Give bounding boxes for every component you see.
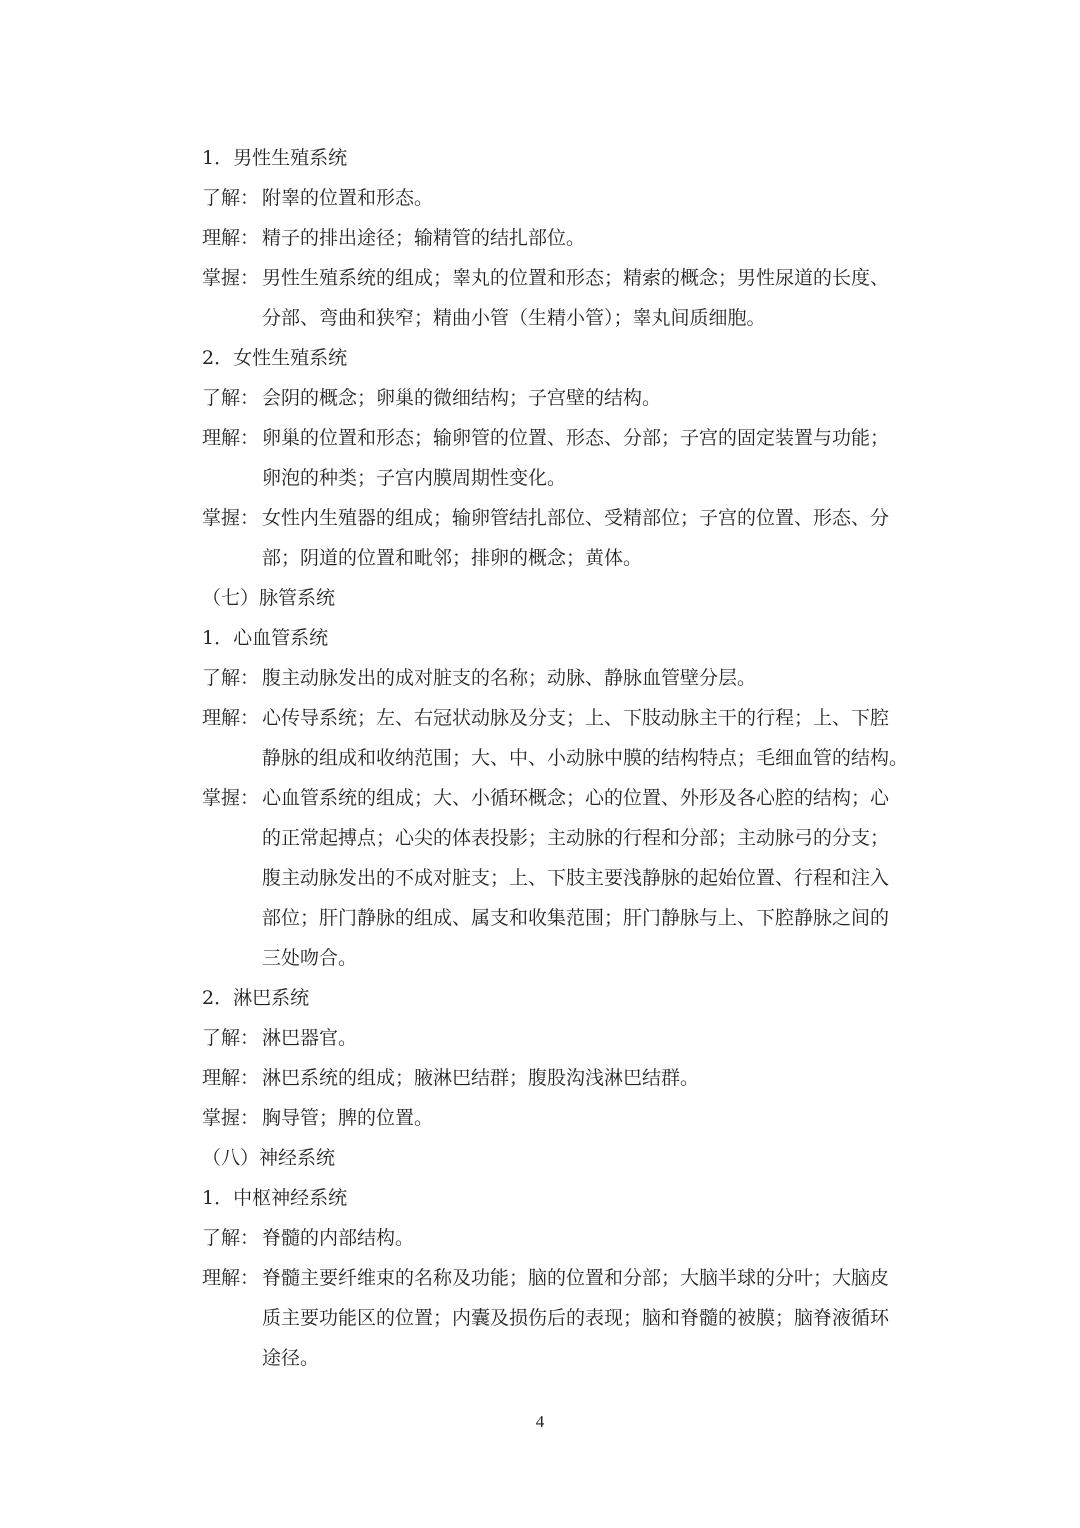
requirement-entry (202, 178, 922, 218)
entry-label: 掌握： (202, 507, 260, 529)
section-heading: 2．淋巴系统 (202, 987, 310, 1009)
entry-text: 女性内生殖器的组成；输卵管结扎部位、受精部位；子宫的位置、形态、分 (262, 507, 890, 529)
requirement-entry (202, 658, 922, 698)
entry-label: 掌握： (202, 787, 260, 809)
entry-text: 男性生殖系统的组成；睾丸的位置和形态；精索的概念；男性尿道的长度、 (262, 267, 890, 289)
entry-text-continued: 部；阴道的位置和毗邻；排卵的概念；黄体。 (262, 547, 643, 569)
entry-text-continued: 质主要功能区的位置；内囊及损伤后的表现；脑和脊髓的被膜；脑脊液循环 (262, 1307, 890, 1329)
requirement-entry (202, 258, 922, 338)
requirement-entry (202, 778, 922, 978)
entry-text: 淋巴器官。 (262, 1027, 358, 1049)
entry-text-continued: 的正常起搏点；心尖的体表投影；主动脉的行程和分部；主动脉弓的分支； (262, 827, 890, 849)
entry-label: 理解： (202, 707, 260, 729)
requirement-entry (202, 1218, 922, 1258)
section-heading: （七）脉管系统 (202, 587, 336, 609)
entry-text-continued: 静脉的组成和收纳范围；大、中、小动脉中膜的结构特点；毛细血管的结构。 (262, 747, 909, 769)
requirement-entry (202, 698, 922, 778)
entry-label: 理解： (202, 1267, 260, 1289)
requirement-entry (202, 1258, 922, 1378)
entry-text: 心血管系统的组成；大、小循环概念；心的位置、外形及各心腔的结构；心 (262, 787, 890, 809)
entry-text: 脊髓主要纤维束的名称及功能；脑的位置和分部；大脑半球的分叶；大脑皮 (262, 1267, 890, 1289)
entry-text-continued: 三处吻合。 (262, 947, 358, 969)
requirement-entry (202, 1018, 922, 1058)
requirement-entry (202, 378, 922, 418)
entry-text: 脊髓的内部结构。 (262, 1227, 415, 1249)
requirement-entry (202, 1098, 922, 1138)
entry-text-continued: 途径。 (262, 1347, 320, 1369)
entry-label: 掌握： (202, 1107, 260, 1129)
entry-text: 淋巴系统的组成；腋淋巴结群；腹股沟浅淋巴结群。 (262, 1067, 700, 1089)
entry-text: 会阴的概念；卵巢的微细结构；子宫壁的结构。 (262, 387, 662, 409)
entry-label: 理解： (202, 227, 260, 249)
requirement-entry (202, 498, 922, 578)
section-heading: （八）神经系统 (202, 1147, 336, 1169)
entry-label: 了解： (202, 187, 260, 209)
entry-label: 了解： (202, 1027, 260, 1049)
section-heading: 2．女性生殖系统 (202, 347, 348, 369)
entry-label: 理解： (202, 1067, 260, 1089)
entry-text-continued: 卵泡的种类；子宫内膜周期性变化。 (262, 467, 567, 489)
entry-label: 了解： (202, 387, 260, 409)
entry-text-continued: 腹主动脉发出的不成对脏支；上、下肢主要浅静脉的起始位置、行程和注入 (262, 867, 890, 889)
entry-text-continued: 部位；肝门静脉的组成、属支和收集范围；肝门静脉与上、下腔静脉之间的 (262, 907, 890, 929)
entry-text: 胸导管；脾的位置。 (262, 1107, 434, 1129)
entry-text: 腹主动脉发出的成对脏支的名称；动脉、静脉血管壁分层。 (262, 667, 757, 689)
section-heading: 1．心血管系统 (202, 627, 329, 649)
document-body (202, 138, 922, 1378)
entry-text: 精子的排出途径；输精管的结扎部位。 (262, 227, 586, 249)
entry-text: 附睾的位置和形态。 (262, 187, 434, 209)
requirement-entry (202, 418, 922, 498)
requirement-entry (202, 218, 922, 258)
entry-text-continued: 分部、弯曲和狭窄；精曲小管（生精小管）；睾丸间质细胞。 (262, 307, 766, 329)
entry-label: 理解： (202, 427, 260, 449)
entry-label: 了解： (202, 667, 260, 689)
section-heading: 1．男性生殖系统 (202, 147, 348, 169)
entry-label: 掌握： (202, 267, 260, 289)
page-number: 4 (535, 1412, 545, 1431)
entry-text: 卵巢的位置和形态；输卵管的位置、形态、分部；子宫的固定装置与功能； (262, 427, 890, 449)
entry-text: 心传导系统；左、右冠状动脉及分支；上、下肢动脉主干的行程；上、下腔 (262, 707, 890, 729)
requirement-entry (202, 1058, 922, 1098)
section-heading: 1．中枢神经系统 (202, 1187, 348, 1209)
entry-label: 了解： (202, 1227, 260, 1249)
